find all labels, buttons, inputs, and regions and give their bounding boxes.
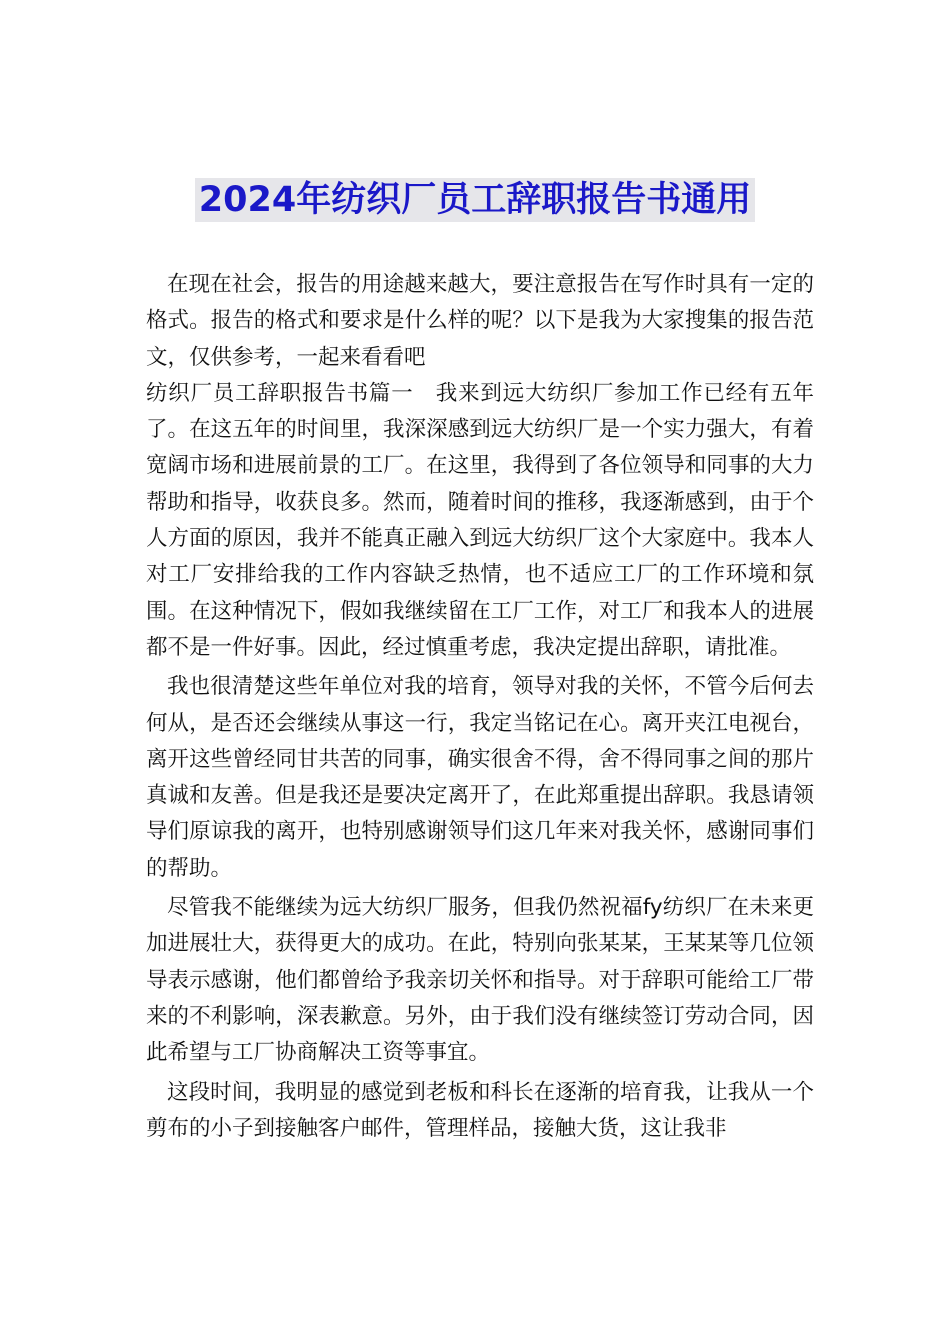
paragraph-resignation-1: 纺织厂员工辞职报告书篇一 我来到远大纺织厂参加工作已经有五年了。在这五年的时间里，我深深感到远大纺织厂是一个实力强大，有着宽阔市场和进展前景的工厂。在这里，我得到了各位领导和同事的大力帮助和指导，收获良多。然而，随着时间的推移，我逐渐感到，由于个人方面的原因，我并不能真正融入到远大纺织厂这个大家庭中。我本人对工厂安排给我的工作内容缺乏热情，也不适应工厂的工作环境和氛围。在这种情况下，假如我继续留在工厂工作，对工厂和我本人的进展都不是一件好事。因此，经过慎重考虑，我决定提出辞职，请批准。 bbox=[146, 380, 814, 660]
document-title: 2024年纺织厂员工辞职报告书通用 bbox=[195, 178, 755, 222]
title-container bbox=[0, 178, 950, 222]
paragraph-resignation-3: 尽管我不能继续为远大纺织厂服务，但我仍然祝福fy纺织厂在未来更加进展壮大，获得更大的成功。在此，特别向张某某，王某某等几位领导表示感谢，他们都曾给予我亲切关怀和指导。对于辞职可能给工厂带来的不利影响，深表歉意。另外，由于我们没有继续签订劳动合同，因此希望与工厂协商解决工资等事宜。 bbox=[146, 895, 814, 1066]
paragraph-resignation-4: 这段时间，我明显的感觉到老板和科长在逐渐的培育我，让我从一个剪布的小子到接触客户邮件，管理样品，接触大货，这让我非 bbox=[146, 1079, 814, 1141]
paragraph-intro: 在现在社会，报告的用途越来越大，要注意报告在写作时具有一定的格式。报告的格式和要求是什么样的呢？以下是我为大家搜集的报告范文，仅供参考，一起来看看吧 bbox=[146, 272, 814, 370]
document-body bbox=[146, 267, 814, 1147]
paragraph-resignation-2: 我也很清楚这些年单位对我的培育，领导对我的关怀，不管今后何去何从，是否还会继续从事这一行，我定当铭记在心。离开夹江电视台，离开这些曾经同甘共苦的同事，确实很舍不得，舍不得同事之间的那片真诚和友善。但是我还是要决定离开了，在此郑重提出辞职。我恳请领导们原谅我的离开，也特别感谢领导们这几年来对我关怀，感谢同事们的帮助。 bbox=[146, 674, 814, 881]
